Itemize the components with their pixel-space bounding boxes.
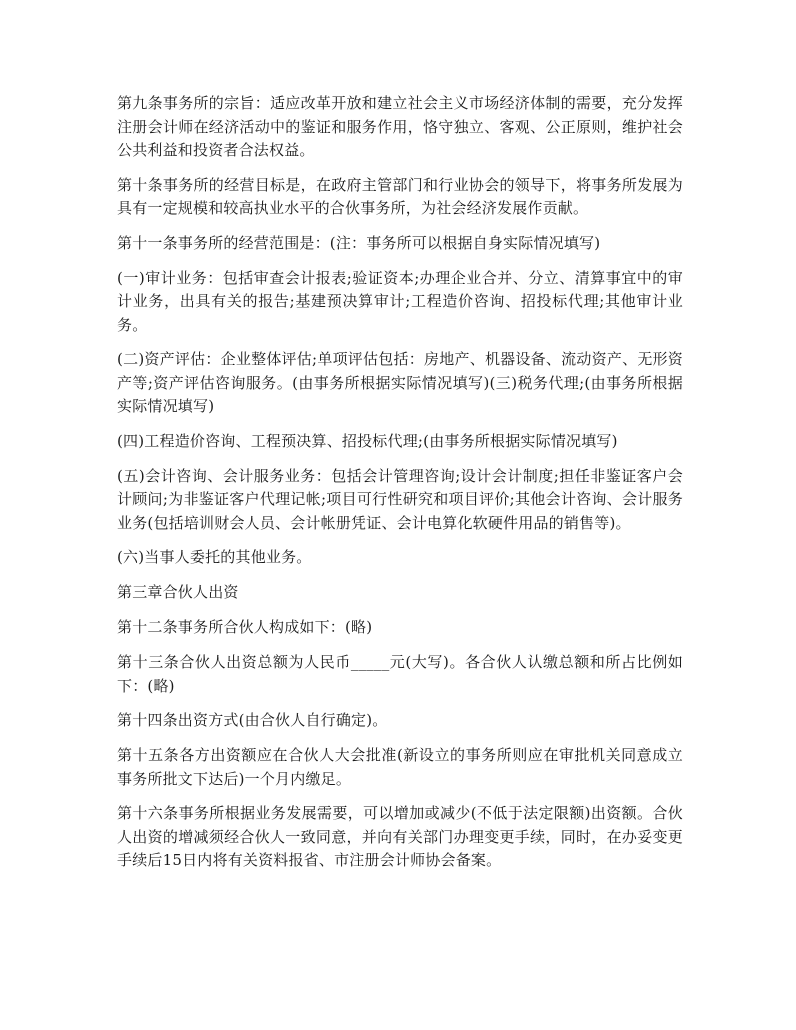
paragraph-audit-business: (一)审计业务：包括审查会计报表;验证资本;办理企业合并、分立、清算事宜中的审计业务，出具有关的报告;基建预决算审计;工程造价咨询、招投标代理;其他审计业务。 [117, 268, 683, 334]
paragraph-article-16: 第十六条事务所根据业务发展需要，可以增加或减少(不低于法定限额)出资额。合伙人出资的增减须经合伙人一致同意，并向有关部门办理变更手续，同时，在办妥变更手续后15日内将有关资料报省、市注册会计师协会备案。 [117, 804, 683, 869]
paragraph-article-12: 第十二条事务所合伙人构成如下：(略) [117, 618, 373, 636]
paragraph-engineering-cost: (四)工程造价咨询、工程预决算、招投标代理;(由事务所根据实际情况填写) [117, 431, 618, 450]
chapter-heading-partner-capital: 第三章合伙人出资 [117, 583, 239, 601]
paragraph-article-15: 第十五条各方出资额应在合伙人大会批准(新设立的事务所则应在审批机关同意成立事务所批文下达后)一个月内缴足。 [117, 746, 683, 788]
paragraph-article-10: 第十条事务所的经营目标是，在政府主管部门和行业协会的领导下，将事务所发展为具有一定规模和较高执业水平的合伙事务所，为社会经济发展作贡献。 [117, 175, 683, 217]
paragraph-article-11: 第十一条事务所的经营范围是：(注：事务所可以根据自身实际情况填写) [117, 233, 601, 252]
paragraph-other-business: (六)当事人委托的其他业务。 [117, 548, 312, 566]
paragraph-article-14: 第十四条出资方式(由合伙人自行确定)。 [117, 711, 388, 729]
paragraph-accounting-consulting: (五)会计咨询、会计服务业务：包括会计管理咨询;设计会计制度;担任非鉴证客户会计顾问;为非鉴证客户代理记帐;项目可行性研究和项目评价;其他会计咨询、会计服务业务(包括培训财会人员、会计帐册凭证、会计电算化软硬件用品的销售等)。 [117, 466, 683, 532]
document-body [117, 92, 683, 884]
paragraph-article-9: 第九条事务所的宗旨：适应改革开放和建立社会主义市场经济体制的需要，充分发挥注册会计师在经济活动中的鉴证和服务作用，恪守独立、客观、公正原则，维护社会公共利益和投资者合法权益。 [117, 94, 683, 159]
paragraph-article-13: 第十三条合伙人出资总额为人民币_____元(大写)。各合伙人认缴总额和所占比例如下：(略) [117, 653, 683, 695]
paragraph-asset-valuation: (二)资产评估：企业整体评估;单项评估包括：房地产、机器设备、流动资产、无形资产等;资产评估咨询服务。(由事务所根据实际情况填写)(三)税务代理;(由事务所根据实际情况填写) [117, 350, 683, 415]
